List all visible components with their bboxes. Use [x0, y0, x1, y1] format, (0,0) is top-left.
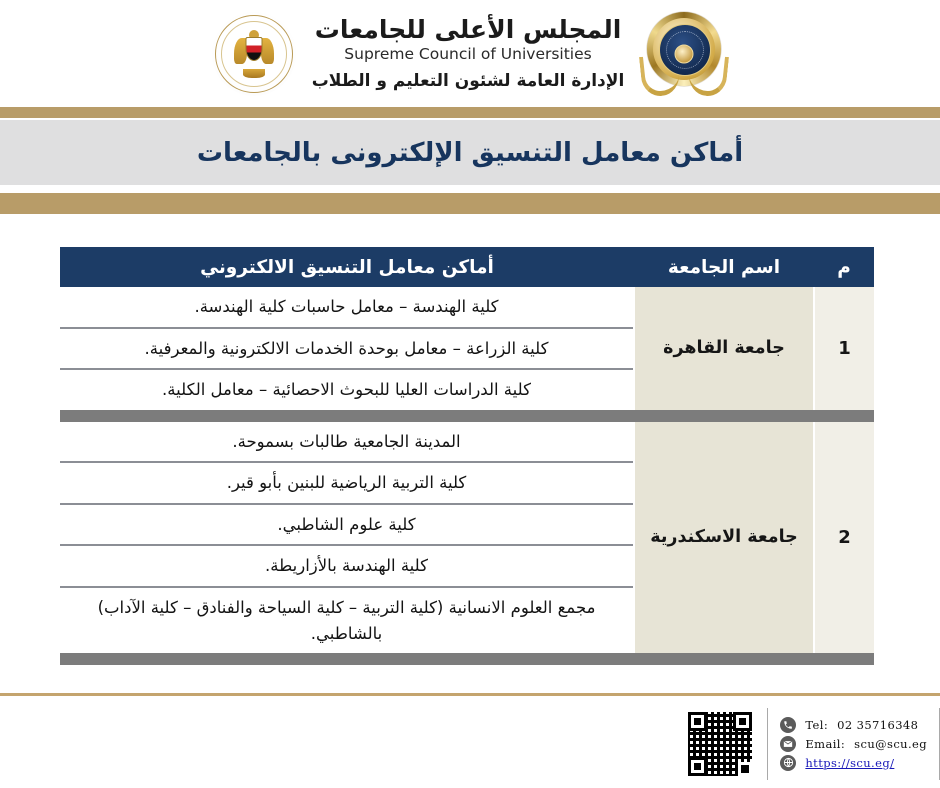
- gold-divider-top: [0, 107, 940, 118]
- header-inner: [212, 10, 729, 98]
- org-name-arabic: المجلس الأعلى للجامعات: [314, 14, 622, 44]
- table-row: [60, 287, 874, 328]
- labs-table: [60, 247, 874, 665]
- gold-divider-bottom: [0, 193, 940, 214]
- cell-lab-location: كلية الهندسة – معامل حاسبات كلية الهندسة.: [60, 287, 634, 328]
- table-body: [60, 287, 874, 665]
- cell-row-number: 1: [814, 287, 874, 410]
- egypt-ministry-emblem-icon: [212, 12, 296, 96]
- cell-university-name: جامعة القاهرة: [634, 287, 814, 410]
- qr-code-container: [683, 709, 757, 779]
- contact-details: [767, 708, 940, 780]
- phone-icon: [780, 717, 796, 733]
- header-cell-no: م: [814, 247, 874, 287]
- contact-row-phone: [780, 717, 927, 733]
- header-cell-labs: أماكن معامل التنسيق الالكتروني: [60, 247, 634, 287]
- org-name-english: Supreme Council of Universities: [344, 44, 592, 63]
- website-link[interactable]: https://scu.eg/: [805, 755, 895, 770]
- cell-row-number: 2: [814, 422, 874, 653]
- table-separator-row: [60, 653, 874, 665]
- scu-seal-icon: [640, 10, 728, 98]
- phone-label: Tel:: [805, 717, 829, 732]
- document-footer: [0, 693, 940, 788]
- phone-value: 02 35716348: [837, 717, 919, 732]
- table-separator-bar: [60, 410, 874, 422]
- header-titles: [312, 16, 625, 91]
- table-separator-bar: [60, 653, 874, 665]
- contact-row-website: [780, 755, 927, 771]
- eagle-of-saladin-icon: [234, 32, 274, 76]
- cell-lab-location: كلية علوم الشاطبي.: [60, 504, 634, 546]
- cell-lab-location: المدينة الجامعية طالبات بسموحة.: [60, 422, 634, 463]
- page-title: أماكن معامل التنسيق الإلكترونى بالجامعات: [196, 137, 744, 168]
- document-header: [0, 0, 940, 107]
- contact-row-email: [780, 736, 927, 752]
- cell-lab-location: كلية الدراسات العليا للبحوث الاحصائية – معامل الكلية.: [60, 369, 634, 410]
- cell-lab-location: كلية التربية الرياضية للبنين بأبو قير.: [60, 462, 634, 504]
- table-head: [60, 247, 874, 287]
- cell-lab-location: كلية الهندسة بالأزاريطة.: [60, 545, 634, 587]
- table-separator-row: [60, 410, 874, 422]
- department-name: الإدارة العامة لشئون التعليم و الطلاب: [311, 70, 625, 91]
- globe-icon: [780, 755, 796, 771]
- cell-university-name: جامعة الاسكندرية: [634, 422, 814, 653]
- cell-lab-location: مجمع العلوم الانسانية (كلية التربية – كلية السياحة والفنادق – كلية الآداب) بالشاطبي.: [60, 587, 634, 653]
- email-value: scu@scu.eg: [854, 736, 927, 751]
- table-header-row: [60, 247, 874, 287]
- cell-lab-location: كلية الزراعة – معامل بوحدة الخدمات الالكترونية والمعرفية.: [60, 328, 634, 370]
- envelope-icon: [780, 736, 796, 752]
- qr-code[interactable]: [687, 711, 753, 777]
- footer-contact-area: [675, 696, 940, 788]
- email-label: Email:: [805, 736, 846, 751]
- header-cell-university: اسم الجامعة: [634, 247, 814, 287]
- table-row: [60, 422, 874, 463]
- page-title-bar: [0, 120, 940, 185]
- labs-table-container: [66, 247, 874, 665]
